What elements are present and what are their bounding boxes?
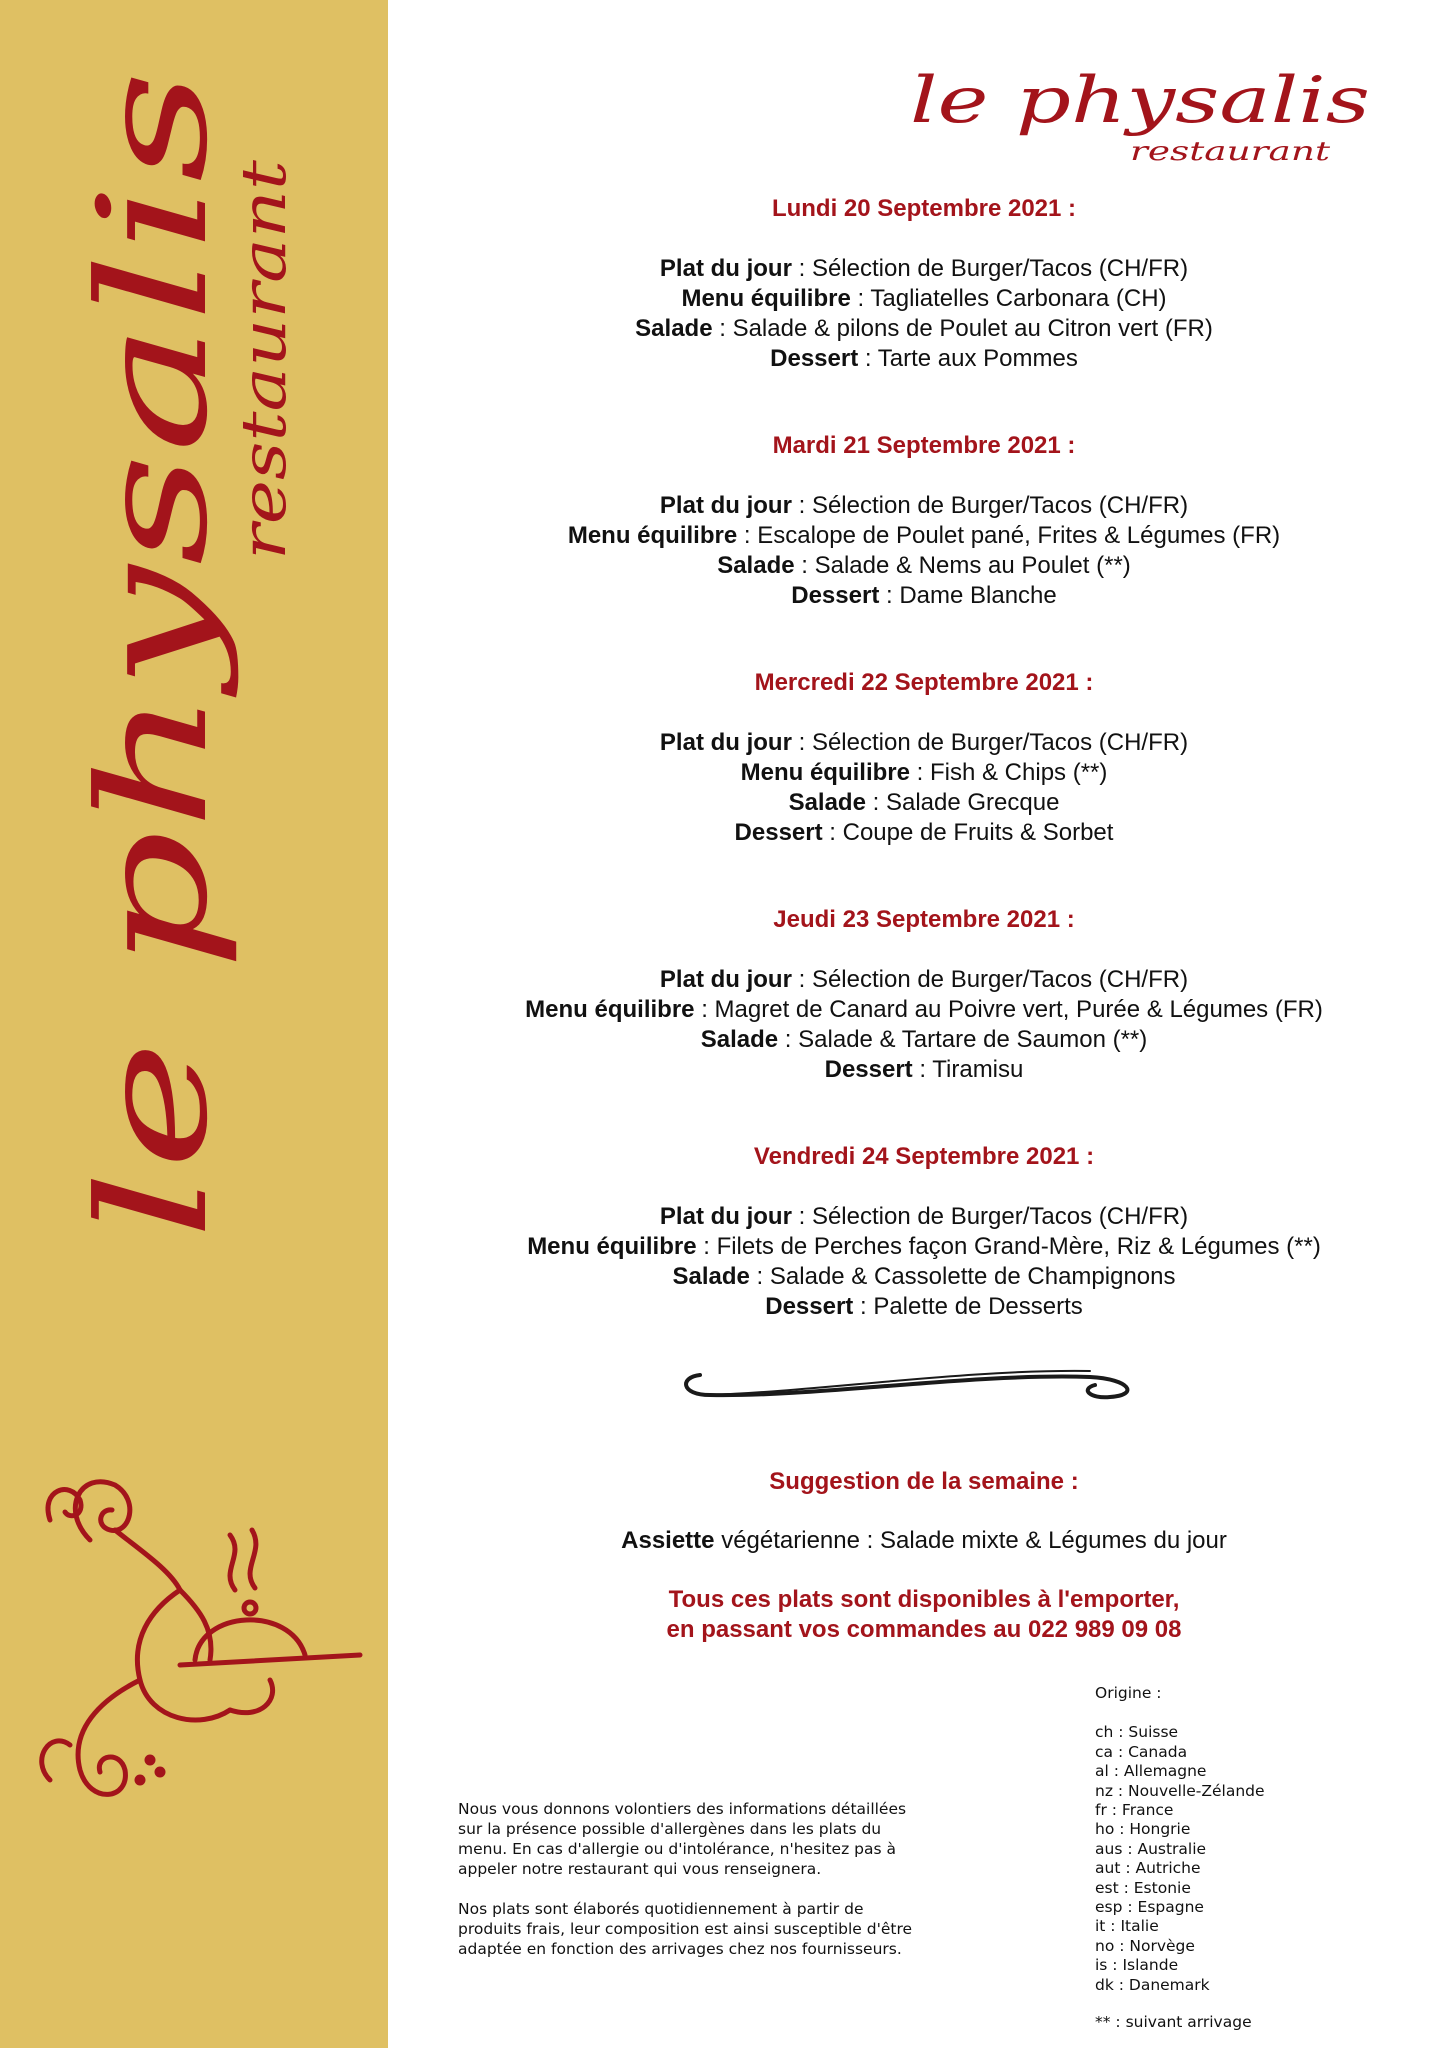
day-title: Mardi 21 Septembre 2021 : [772, 432, 1076, 459]
vertical-logo [0, 0, 388, 1300]
origin-item: no : Norvège [1095, 1936, 1195, 1955]
chef-waiter-illustration [30, 1460, 390, 1820]
menu-line: Salade : Salade & Nems au Poulet (**) [717, 552, 1131, 579]
origin-item: est : Estonie [1095, 1878, 1191, 1897]
menu-line: Menu équilibre : Magret de Canard au Poivre vert, Purée & Légumes (FR) [525, 996, 1323, 1023]
origin-item: ho : Hongrie [1095, 1820, 1191, 1839]
origin-item: nz : Nouvelle-Zélande [1095, 1781, 1265, 1800]
origin-note: ** : suivant arrivage [1095, 2013, 1252, 2032]
vertical-logo-tagline: restaurant [227, 228, 300, 560]
menu-line: Salade : Salade & pilons de Poulet au Citron vert (FR) [635, 315, 1213, 342]
origin-legend [1095, 1684, 1265, 2033]
origin-item: it : Italie [1095, 1917, 1159, 1936]
day-title: Vendredi 24 Septembre 2021 : [753, 1143, 1095, 1170]
allergen-info: Nous vous donnons volontiers des informations détaillées sur la présence possible d'allergènes dans les plats du menu. En cas d'allergie ou d'intolérance, n'hesitez pas à appeler notre restaurant qui vous renseignera. Nos plats sont élaborés quotidiennement à partir de produits frais, leur composition est ainsi susceptible d'être adaptée en fonction des arrivages chez nos fournisseurs. [458, 1800, 913, 1958]
origin-item: aus : Australie [1095, 1839, 1207, 1858]
origin-item: aut : Autriche [1095, 1859, 1201, 1878]
origin-item: esp : Espagne [1095, 1898, 1204, 1917]
menu-line: Menu équilibre : Filets de Perches façon Grand-Mère, Riz & Légumes (**) [527, 1233, 1321, 1260]
menu-line: Plat du jour : Sélection de Burger/Tacos (CH/FR) [659, 729, 1189, 756]
origin-item: al : Allemagne [1095, 1762, 1207, 1781]
suggestion-title: Suggestion de la semaine : [769, 1468, 1079, 1495]
origin-item: fr : France [1095, 1801, 1174, 1820]
suggestion-line: Assiette végétarienne : Salade mixte & Légumes du jour [621, 1527, 1227, 1554]
menu-line: Dessert : Tarte aux Pommes [770, 345, 1078, 372]
origin-title: Origine : [1095, 1684, 1162, 1702]
takeaway-line-1: Tous ces plats sont disponibles à l'emporter, [668, 1586, 1180, 1613]
menu-line: Dessert : Dame Blanche [791, 582, 1057, 609]
vertical-logo-name: le physalis [67, 438, 241, 1240]
sidebar [0, 0, 388, 2048]
weekly-menu [400, 0, 1448, 2048]
takeaway-line-2: en passant vos commandes au 022 989 09 08 [666, 1616, 1182, 1643]
menu-line: Plat du jour : Sélection de Burger/Tacos (CH/FR) [659, 1203, 1189, 1230]
header-logo-name: le physalis [910, 64, 1370, 138]
menu-line: Plat du jour : Sélection de Burger/Tacos (CH/FR) [659, 492, 1189, 519]
menu-line: Plat du jour : Sélection de Burger/Tacos (CH/FR) [659, 255, 1189, 282]
menu-line: Salade : Salade & Cassolette de Champignons [672, 1263, 1176, 1290]
header-logo-tagline: restaurant [1130, 137, 1331, 167]
day-title: Lundi 20 Septembre 2021 : [771, 195, 1077, 222]
origin-item: ch : Suisse [1095, 1723, 1179, 1742]
flourish-divider [670, 1355, 1150, 1405]
day-title: Jeudi 23 Septembre 2021 : [773, 906, 1075, 933]
menu-line: Salade : Salade Grecque [788, 789, 1060, 816]
origin-item: dk : Danemark [1095, 1975, 1210, 1994]
menu-line: Salade : Salade & Tartare de Saumon (**) [700, 1026, 1148, 1053]
menu-line: Dessert : Tiramisu [824, 1056, 1024, 1083]
menu-line: Menu équilibre : Escalope de Poulet pané, Frites & Légumes (FR) [567, 522, 1281, 549]
origin-item: ca : Canada [1095, 1742, 1188, 1761]
day-title: Mercredi 22 Septembre 2021 : [754, 669, 1094, 696]
menu-line: Plat du jour : Sélection de Burger/Tacos (CH/FR) [659, 966, 1189, 993]
origin-item: is : Islande [1095, 1956, 1179, 1975]
menu-line: Dessert : Palette de Desserts [765, 1293, 1083, 1320]
menu-line: Menu équilibre : Fish & Chips (**) [740, 759, 1108, 786]
menu-line: Menu équilibre : Tagliatelles Carbonara (CH) [681, 285, 1167, 312]
menu-line: Dessert : Coupe de Fruits & Sorbet [734, 819, 1114, 846]
